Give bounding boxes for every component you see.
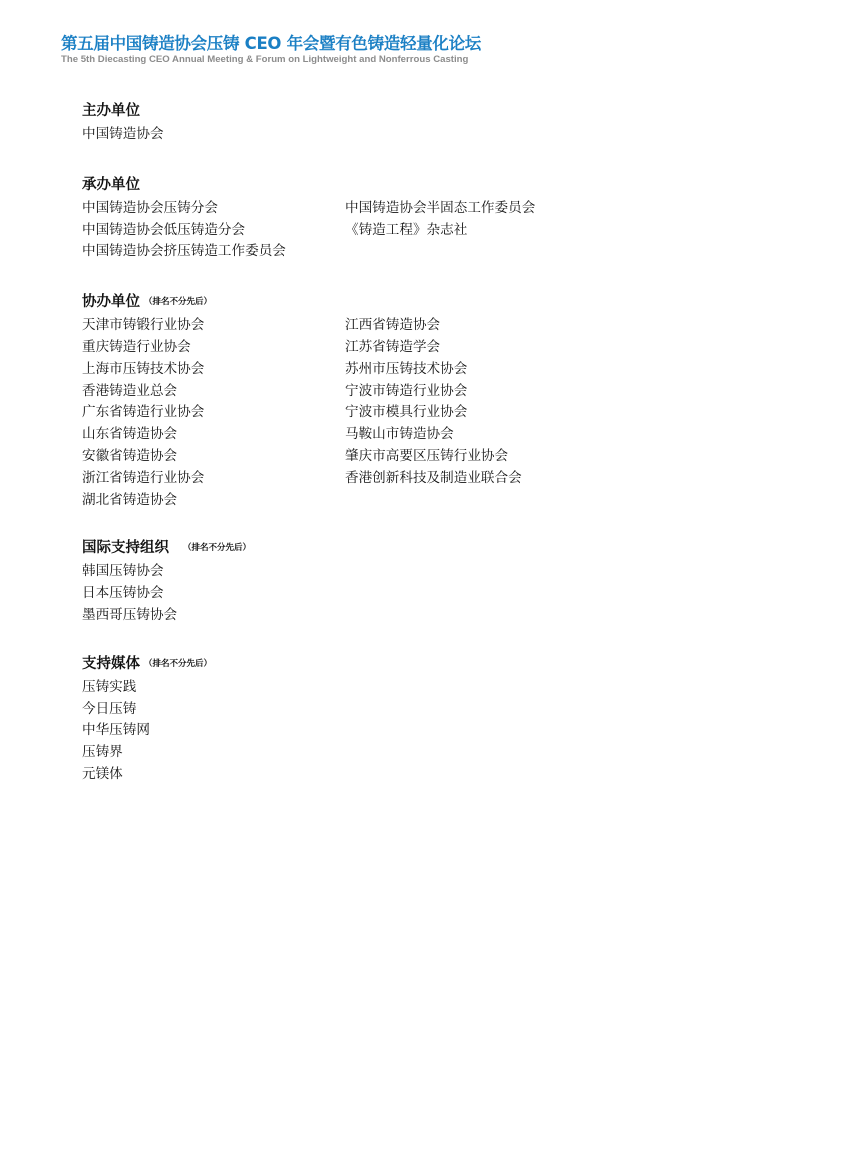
section-title: 支持媒体 <box>82 655 140 672</box>
list-item: 香港铸造业总会 <box>82 382 178 399</box>
international-list <box>82 561 782 626</box>
list-item: 浙江省铸造行业协会 <box>82 469 205 486</box>
section-organizer <box>82 99 782 146</box>
list-item: 中国铸造协会 <box>82 126 164 142</box>
list-item: 中国铸造协会半固态工作委员会 <box>345 199 536 216</box>
list-item: 宁波市模具行业协会 <box>345 404 468 421</box>
section-co-organizer <box>82 290 782 511</box>
list-item: 压铸实践 <box>82 678 137 695</box>
section-media <box>82 652 782 786</box>
document-header <box>61 34 521 66</box>
list-item: 重庆铸造行业协会 <box>82 338 191 355</box>
organizer-list <box>82 124 782 146</box>
list-item: 江苏省铸造学会 <box>345 338 441 355</box>
section-title: 协办单位 <box>82 294 140 311</box>
section-header <box>82 536 782 558</box>
list-item: 墨西哥压铸协会 <box>82 606 178 623</box>
media-list <box>82 677 782 786</box>
section-title: 国际支持组织 <box>82 540 169 557</box>
list-item: 中国铸造协会挤压铸造工作委员会 <box>82 243 286 260</box>
section-title: 承办单位 <box>82 176 140 193</box>
list-item: 江西省铸造协会 <box>345 317 441 334</box>
list-item: 中国铸造协会压铸分会 <box>82 199 218 216</box>
list-item: 肇庆市高要区压铸行业协会 <box>345 447 509 464</box>
list-item: 日本压铸协会 <box>82 585 164 602</box>
undertaker-list <box>82 198 782 263</box>
section-international <box>82 536 782 626</box>
co-organizer-list <box>82 315 782 511</box>
section-header <box>82 99 782 121</box>
list-item: 香港创新科技及制造业联合会 <box>345 469 522 486</box>
list-item: 广东省铸造行业协会 <box>82 404 205 421</box>
section-undertaker <box>82 173 782 263</box>
list-item: 山东省铸造协会 <box>82 426 178 443</box>
event-subtitle: The 5th Diecasting CEO Annual Meeting & Forum on Lightweight and Nonferrous Casting <box>61 54 469 65</box>
list-item: 上海市压铸技术协会 <box>82 360 205 377</box>
list-item: 今日压铸 <box>82 700 137 717</box>
section-note: （排名不分先后） <box>183 543 252 554</box>
list-item: 韩国压铸协会 <box>82 563 164 580</box>
list-item: 苏州市压铸技术协会 <box>345 360 468 377</box>
section-note: （排名不分先后） <box>144 658 213 669</box>
organizations-list <box>82 99 782 786</box>
list-item: 中国铸造协会低压铸造分会 <box>82 221 246 238</box>
list-item: 《铸造工程》杂志社 <box>345 221 468 238</box>
list-item: 压铸界 <box>82 744 123 761</box>
list-item: 湖北省铸造协会 <box>82 491 178 508</box>
section-title: 主办单位 <box>82 103 140 119</box>
event-title: 第五届中国铸造协会压铸 CEO 年会暨有色铸造轻量化论坛 <box>61 34 481 53</box>
list-item: 宁波市铸造行业协会 <box>345 382 468 399</box>
list-item: 马鞍山市铸造协会 <box>345 426 454 443</box>
list-item: 安徽省铸造协会 <box>82 447 178 464</box>
list-item: 元镁体 <box>82 765 123 782</box>
section-note: （排名不分先后） <box>144 297 213 308</box>
section-header <box>82 290 782 312</box>
section-header <box>82 173 782 195</box>
section-header <box>82 652 782 674</box>
list-item: 中华压铸网 <box>82 722 150 739</box>
list-item: 天津市铸锻行业协会 <box>82 317 205 334</box>
